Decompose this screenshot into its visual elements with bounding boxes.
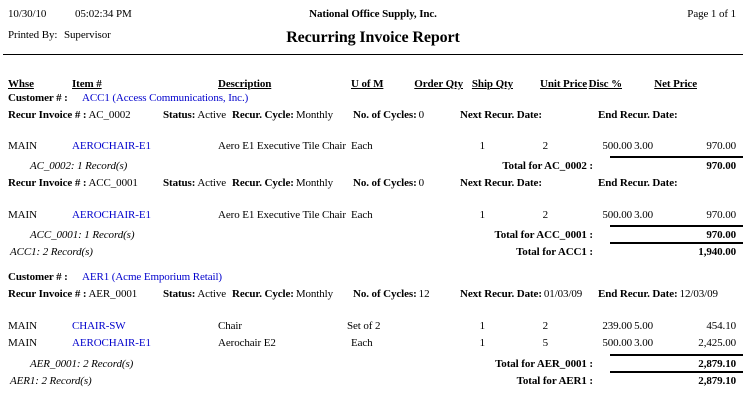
recur-cycle-field — [232, 288, 335, 300]
status-field — [163, 109, 228, 121]
item-whse: MAIN — [8, 140, 37, 152]
item-disc: 3.00 — [634, 337, 653, 349]
recur-cycle-label: Recur. Cycle: — [232, 109, 294, 121]
total-rule — [610, 354, 743, 356]
item-disc: 3.00 — [634, 209, 653, 221]
item-ship-qty: 5 — [542, 337, 548, 349]
recur-cycle-value: Monthly — [295, 177, 334, 189]
item-unit-price: 500.00 — [602, 140, 632, 152]
recur-invoice-field — [8, 177, 140, 189]
invoice-record-note: AER_0001: 2 Record(s) — [30, 358, 134, 370]
end-recur-date-label: End Recur. Date: — [598, 109, 678, 121]
item-description: Aero E1 Executive Tile Chair — [218, 140, 346, 152]
status-value: Active — [197, 177, 227, 189]
col-header-disc: Disc % — [588, 78, 622, 90]
customer-record-note: AER1: 2 Record(s) — [10, 375, 92, 387]
recur-cycle-value: Monthly — [295, 288, 334, 300]
total-rule — [610, 225, 743, 227]
customer-record-note: ACC1: 2 Record(s) — [10, 246, 93, 258]
end-recur-date-value: 12/03/09 — [679, 288, 718, 300]
item-net-price: 970.00 — [706, 209, 736, 221]
next-recur-date-label: Next Recur. Date: — [460, 109, 542, 121]
recur-invoice-label: Recur Invoice # : — [8, 177, 87, 189]
item-disc: 3.00 — [634, 140, 653, 152]
status-value: Active — [197, 109, 227, 121]
status-label: Status: — [163, 288, 196, 300]
item-description: Aero E1 Executive Tile Chair — [218, 209, 346, 221]
col-header-net-price: Net Price — [654, 78, 697, 90]
item-order-qty: 1 — [479, 320, 485, 332]
item-whse: MAIN — [8, 209, 37, 221]
item-order-qty: 1 — [479, 209, 485, 221]
invoice-total-label: Total for AER_0001 : — [495, 358, 593, 370]
no-of-cycles-field — [353, 288, 431, 300]
total-rule — [610, 156, 743, 158]
status-field — [163, 288, 228, 300]
col-header-whse: Whse — [8, 78, 34, 90]
customer-total-amount: 1,940.00 — [698, 246, 736, 258]
col-header-order-qty: Order Qty — [414, 78, 463, 90]
page-number: Page 1 of 1 — [687, 8, 736, 20]
item-code-link[interactable]: AEROCHAIR-E1 — [72, 140, 151, 152]
item-description: Chair — [218, 320, 242, 332]
item-uofm: Each — [351, 140, 373, 152]
no-of-cycles-value: 0 — [418, 109, 425, 121]
recur-invoice-number: AC_0002 — [88, 109, 131, 121]
no-of-cycles-value: 12 — [418, 288, 430, 300]
item-description: Aerochair E2 — [218, 337, 276, 349]
col-header-uofm: U of M — [351, 78, 384, 90]
customer-total-label: Total for ACC1 : — [516, 246, 593, 258]
col-header-description: Description — [218, 78, 272, 90]
end-recur-date-field — [598, 109, 682, 121]
no-of-cycles-value: 0 — [418, 177, 425, 189]
end-recur-date-label: End Recur. Date: — [598, 288, 678, 300]
printed-by-value: Supervisor — [64, 29, 111, 41]
no-of-cycles-label: No. of Cycles: — [353, 288, 417, 300]
printed-by-label: Printed By: — [8, 29, 58, 41]
item-whse: MAIN — [8, 337, 37, 349]
end-recur-date-field — [598, 288, 720, 300]
invoice-total-amount: 970.00 — [706, 160, 736, 172]
recur-invoice-field — [8, 288, 139, 300]
customer-link[interactable]: ACC1 (Access Communications, Inc.) — [82, 92, 249, 104]
item-ship-qty: 2 — [542, 320, 548, 332]
customer-label: Customer # : — [8, 271, 68, 283]
col-header-unit-price: Unit Price — [540, 78, 587, 90]
item-ship-qty: 2 — [542, 209, 548, 221]
item-code-link[interactable]: AEROCHAIR-E1 — [72, 209, 151, 221]
invoice-record-note: AC_0002: 1 Record(s) — [30, 160, 128, 172]
end-recur-date-label: End Recur. Date: — [598, 177, 678, 189]
customer-label: Customer # : — [8, 92, 68, 104]
item-whse: MAIN — [8, 320, 37, 332]
invoice-total-label: Total for ACC_0001 : — [494, 229, 593, 241]
company-name: National Office Supply, Inc. — [309, 8, 437, 20]
customer-total-label: Total for AER1 : — [516, 375, 593, 387]
item-uofm: Each — [351, 337, 373, 349]
recur-cycle-label: Recur. Cycle: — [232, 288, 294, 300]
item-net-price: 2,425.00 — [698, 337, 736, 349]
invoice-total-amount: 970.00 — [706, 229, 736, 241]
no-of-cycles-label: No. of Cycles: — [353, 109, 417, 121]
status-field — [163, 177, 228, 189]
col-header-item: Item # — [72, 78, 102, 90]
item-code-link[interactable]: CHAIR-SW — [72, 320, 126, 332]
recur-cycle-field — [232, 177, 335, 189]
col-header-ship-qty: Ship Qty — [471, 78, 513, 90]
item-unit-price: 239.00 — [602, 320, 632, 332]
recur-invoice-label: Recur Invoice # : — [8, 288, 87, 300]
recur-cycle-value: Monthly — [295, 109, 334, 121]
status-label: Status: — [163, 109, 196, 121]
header-divider — [3, 54, 743, 55]
item-uofm: Set of 2 — [347, 320, 381, 332]
report-title: Recurring Invoice Report — [286, 29, 460, 46]
next-recur-date-field — [460, 288, 584, 300]
recur-invoice-label: Recur Invoice # : — [8, 109, 87, 121]
next-recur-date-label: Next Recur. Date: — [460, 288, 542, 300]
recur-cycle-field — [232, 109, 335, 121]
item-disc: 5.00 — [634, 320, 653, 332]
item-ship-qty: 2 — [542, 140, 548, 152]
no-of-cycles-label: No. of Cycles: — [353, 177, 417, 189]
item-code-link[interactable]: AEROCHAIR-E1 — [72, 337, 151, 349]
item-uofm: Each — [351, 209, 373, 221]
customer-link[interactable]: AER1 (Acme Emporium Retail) — [82, 271, 222, 283]
next-recur-date-value: 01/03/09 — [543, 288, 583, 300]
invoice-record-note: ACC_0001: 1 Record(s) — [30, 229, 135, 241]
status-label: Status: — [163, 177, 196, 189]
item-unit-price: 500.00 — [602, 209, 632, 221]
customer-total-amount: 2,879.10 — [698, 375, 736, 387]
no-of-cycles-field — [353, 177, 426, 189]
end-recur-date-field — [598, 177, 682, 189]
item-unit-price: 500.00 — [602, 337, 632, 349]
item-net-price: 970.00 — [706, 140, 736, 152]
recur-invoice-number: ACC_0001 — [88, 177, 138, 189]
status-value: Active — [197, 288, 227, 300]
recur-cycle-label: Recur. Cycle: — [232, 177, 294, 189]
total-rule — [610, 371, 743, 373]
next-recur-date-label: Next Recur. Date: — [460, 177, 542, 189]
recur-invoice-field — [8, 109, 133, 121]
no-of-cycles-field — [353, 109, 426, 121]
recur-invoice-number: AER_0001 — [88, 288, 138, 300]
item-order-qty: 1 — [479, 337, 485, 349]
item-order-qty: 1 — [479, 140, 485, 152]
report-date: 10/30/10 — [8, 8, 47, 20]
report-time: 05:02:34 PM — [75, 8, 132, 20]
invoice-total-amount: 2,879.10 — [698, 358, 736, 370]
invoice-total-label: Total for AC_0002 : — [502, 160, 593, 172]
next-recur-date-field — [460, 109, 546, 121]
item-net-price: 454.10 — [706, 320, 736, 332]
total-rule — [610, 242, 743, 244]
next-recur-date-field — [460, 177, 546, 189]
